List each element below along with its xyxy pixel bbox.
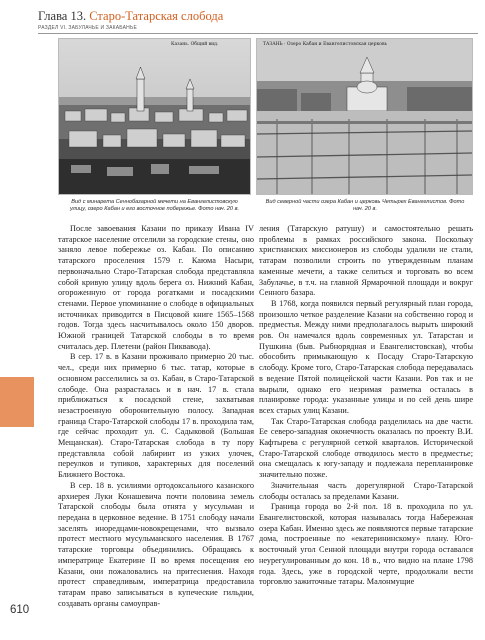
paragraph: В сер. 18 в. усилиями ортодоксального казанского архиерея Луки Конашевича почти половина земель Татарской слободы была отнята у мусульман и передана в церковное ведение. В 1751 слободу начали заселять иноредцами-новокрещенами, что вызвало протест местного мусульманского населения. В 1767 татарские торговцы объединились. Обращаясь к императрице Екатерине II во время посещения ею Казани, они пожаловались на притеснения. Находя протест справедливым, императрица предоставила татарам право записываться в купеческие гильдии, создавать органы самоуправ- — [58, 480, 254, 608]
photo-lake-kaban — [256, 38, 473, 195]
paragraph: Так Старо-Татарская слобода разделилась на две части. Ее северо-западная оконечность оказалась по проекту В.И. Кафтырева с регулярной сеткой кварталов. Исторической Старо-Татарской слободе отводилось место в предместье; она смещалась к югу-западу и подлежала перепланировке значительно позже. — [259, 416, 473, 480]
paragraph: В 1768, когда появился первый регулярный план города, произошло четкое разделение Казани на собственно город и предместья. Между ними предполагалось вырыть широкий ров. Он намечался вдоль современных ул. Татарстан и Пушкина (быв. Рыбнорядная и Евангелистовская), чтобы обособить примыкающую к Посаду Старо-Татарскую слободу. Кроме того, Старо-Татарская слобода передавалась в ведение Пятой полицейской части Казани. Ров так и не вырыли, однако его незримая разметка осталась в планировке города: указанные улицы и по сей день шире всех старых улиц Казани. — [259, 298, 473, 415]
photo-minaret-view — [58, 38, 251, 195]
paragraph: Значительная часть дорегулярной Старо-Татарской слободы осталась за пределами Казани. — [259, 480, 473, 501]
paragraph: ления (Татарскую ратушу) и самостоятельно решать проблемы в рамках российского закона. Поскольку христианских миссионеров из слободы удалили не стали, татарам позволили строить по утвержденным планам каменные мечети, а также селиться и торговать во всем Забулачье, в т.ч. на главной Ярмарочной площади и вокруг Сенного базара. — [259, 224, 473, 298]
photo-inscription: Казань. Общий вид. — [171, 42, 219, 47]
chapter-title: Старо-Татарская слобода — [89, 9, 224, 23]
running-header — [38, 9, 478, 31]
text-column-left — [58, 224, 254, 609]
chapter-heading — [38, 9, 478, 24]
paragraph: После завоевания Казани по приказу Ивана IV татарское население отселили за городские стены, оно заняло левое побережье оз. Кабан. По описанию татарского проселения 1579 г. Каюма Насыри, первоначально Старо-Татарская слобода представляла собой кривую улицу вдоль берега оз. Нижний Кабан, огороженную от города рогатками и посадскими стенами. Первое упоминание о слободе в официальных источниках приводится в Писцовой книге 1565–1568 годов. Тогда здесь насчитывалось около 150 дворов. Южной границей Татарской слободы в то время считалась дер. Плетени (район Пиквавода). — [58, 224, 254, 351]
photo-minaret-view-image — [59, 39, 251, 195]
paragraph: В сер. 17 в. в Казани проживало примерно 20 тыс. чел., среди них примерно 6 тыс. татар, которые в основном расселились за оз. Кабан, в Старо-Татарской слободе. Она разрасталась и в нач. 17 в. стала приближаться к посадской стене, захватывая незастроенную оборонительную полосу. Западная граница Старо-Татарской слободы 17 в. проходила там, где сейчас проходит ул. С. Садыковой (Большая Мещанская). Старо-Татарская слобода в ту пору представляла собой лабиринт из узких улочек, переулков и тупиков, характерных для поселений Ближнего Востока. — [58, 352, 254, 480]
text-column-right — [259, 224, 473, 588]
photo-lake-kaban-image — [257, 39, 473, 195]
photo-inscription: ТАЗАНЬ · Озеро Кабан и Евангелистовская церковь — [263, 42, 387, 47]
header-divider — [38, 33, 478, 34]
photo-caption-left: Вид с минарета Сеннобазарной мечети на Евангелистовскую улицу, озеро Кабан и его восточное побережье. Фото нач. 20 в. — [69, 199, 240, 213]
photo-caption-right: Вид северной части озера Кабан и церковь Четырех Евангелистов. Фото нач. 20 в. — [265, 199, 465, 213]
chapter-number: Глава 13. — [38, 9, 87, 23]
section-color-tab — [0, 377, 34, 427]
section-label: РАЗДЕЛ VI. ЗАБУЛАЧЬЕ И ЗАКАБАНЬЕ — [38, 25, 138, 31]
paragraph: Граница города во 2-й пол. 18 в. проходила по ул. Евангелистовской, которая называлась тогда Набережная озера Кабан. Именно здесь же появляются первые татарские дома, построенные по «екатерининскому» плану. Юго-восточный угол Сенной площади внутри города оставался неурегулированным до кон. 18 в., что видно на плане 1798 года. Здесь, уже в городской черте, продолжали вести торговлю зажиточные татары. Малонмущие — [259, 502, 473, 587]
page-number: 610 — [10, 604, 30, 616]
